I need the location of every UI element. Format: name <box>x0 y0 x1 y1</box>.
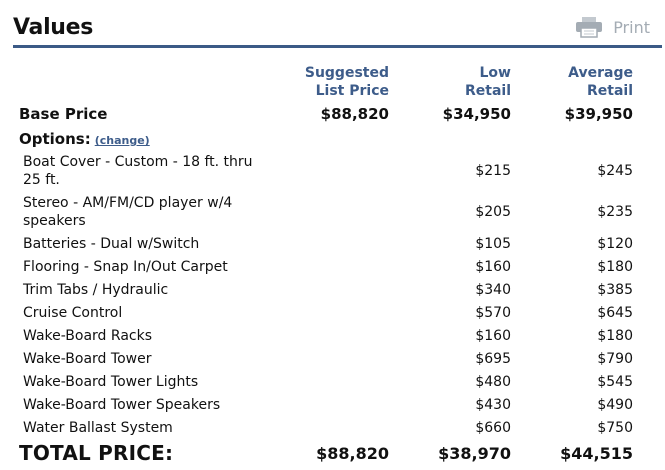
column-header-line: List Price <box>315 83 389 99</box>
option-item-row <box>0 327 665 345</box>
column-header-suggested-list-price <box>305 64 389 100</box>
option-item-low-retail: $430 <box>475 397 511 413</box>
option-item-name: Trim Tabs / Hydraulic <box>23 282 169 298</box>
base-list-price: $88,820 <box>320 105 389 123</box>
option-item-row <box>0 350 665 368</box>
option-item-low-retail: $205 <box>475 204 511 220</box>
option-item-name: Water Ballast System <box>23 420 173 436</box>
option-item-name: Stereo - AM/FM/CD player w/4 speakers <box>23 195 233 229</box>
column-header-line: Suggested <box>304 65 389 81</box>
header-divider <box>13 45 662 48</box>
option-item-average-retail: $490 <box>597 397 633 413</box>
option-item-row <box>0 258 665 276</box>
option-item-name: Wake-Board Tower Lights <box>23 374 199 390</box>
option-item-row <box>0 194 665 230</box>
option-item-low-retail: $480 <box>475 374 511 390</box>
options-label: Options: <box>19 130 91 148</box>
option-item-name: Wake-Board Racks <box>23 328 152 344</box>
option-item-average-retail: $180 <box>597 259 633 275</box>
column-header-line: Retail <box>586 83 633 99</box>
option-item-average-retail: $245 <box>597 163 633 179</box>
page-title: Values <box>13 15 94 40</box>
base-low-retail: $34,950 <box>442 105 511 123</box>
option-item-row <box>0 281 665 299</box>
base-price-label: Base Price <box>19 105 108 123</box>
column-header-average-retail <box>568 64 633 100</box>
option-item-average-retail: $235 <box>597 204 633 220</box>
option-item-average-retail: $545 <box>597 374 633 390</box>
option-item-low-retail: $695 <box>475 351 511 367</box>
option-item-low-retail: $570 <box>475 305 511 321</box>
option-item-name: Cruise Control <box>23 305 123 321</box>
base-average-retail: $39,950 <box>564 105 633 123</box>
column-header-line: Low <box>479 65 511 81</box>
total-average-retail: $44,515 <box>560 444 633 463</box>
option-item-average-retail: $645 <box>597 305 633 321</box>
option-item-row <box>0 153 665 189</box>
change-options-link[interactable]: (change) <box>94 134 150 147</box>
option-item-average-retail: $750 <box>597 420 633 436</box>
total-price-label: TOTAL PRICE: <box>19 441 174 465</box>
total-list-price: $88,820 <box>316 444 389 463</box>
option-item-row <box>0 396 665 414</box>
option-item-name: Boat Cover - Custom - 18 ft. thru 25 ft. <box>23 154 253 188</box>
option-item-name: Flooring - Snap In/Out Carpet <box>23 259 228 275</box>
option-item-average-retail: $385 <box>597 282 633 298</box>
values-header <box>13 10 662 46</box>
option-item-low-retail: $215 <box>475 163 511 179</box>
option-item-row <box>0 373 665 391</box>
column-header-line: Average <box>568 65 633 81</box>
option-item-low-retail: $340 <box>475 282 511 298</box>
option-item-low-retail: $105 <box>475 236 511 252</box>
option-item-row <box>0 304 665 322</box>
option-item-low-retail: $660 <box>475 420 511 436</box>
column-header-line: Retail <box>464 83 511 99</box>
option-item-name: Wake-Board Tower Speakers <box>23 397 221 413</box>
print-label: Print <box>613 17 650 37</box>
print-button[interactable] <box>575 16 650 38</box>
column-header-low-retail <box>465 64 511 100</box>
option-item-average-retail: $790 <box>597 351 633 367</box>
option-item-low-retail: $160 <box>475 328 511 344</box>
total-low-retail: $38,970 <box>438 444 511 463</box>
option-item-row <box>0 419 665 437</box>
option-item-name: Batteries - Dual w/Switch <box>23 236 200 252</box>
option-item-name: Wake-Board Tower <box>23 351 152 367</box>
options-label-wrap <box>19 130 150 150</box>
option-item-average-retail: $120 <box>597 236 633 252</box>
option-item-average-retail: $180 <box>597 328 633 344</box>
option-item-row <box>0 235 665 253</box>
printer-icon <box>575 16 603 38</box>
option-item-low-retail: $160 <box>475 259 511 275</box>
